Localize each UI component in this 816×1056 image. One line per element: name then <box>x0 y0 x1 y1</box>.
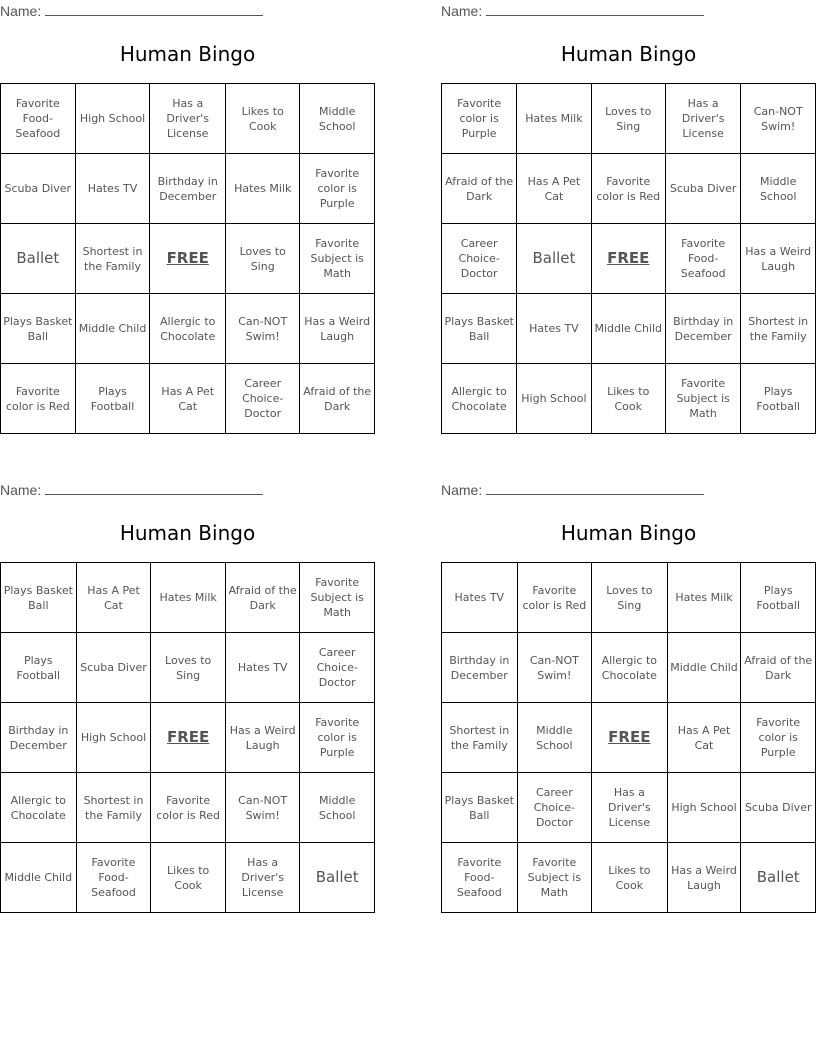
bingo-cell: Favorite color is Purple <box>741 703 816 773</box>
bingo-cell: Has A Pet Cat <box>667 703 741 773</box>
bingo-cell: Allergic to Chocolate <box>592 633 667 703</box>
free-space: FREE <box>592 703 667 773</box>
bingo-cell: Middle School <box>741 154 816 224</box>
bingo-cell: Has a Driver's License <box>150 84 226 154</box>
bingo-cell: Middle School <box>300 773 375 843</box>
card-title: Human Bingo <box>560 521 697 545</box>
bingo-row <box>1 773 375 843</box>
bingo-cell: Plays Football <box>741 563 816 633</box>
bingo-cell: Loves to Sing <box>592 563 667 633</box>
bingo-cell: Plays Basket Ball <box>442 294 517 364</box>
bingo-cell: Likes to Cook <box>226 84 300 154</box>
bingo-cell: Has a Weird Laugh <box>300 294 375 364</box>
card-title: Human Bingo <box>560 42 697 66</box>
bingo-row <box>442 364 816 434</box>
name-blank[interactable] <box>486 482 704 495</box>
bingo-cell: High School <box>667 773 741 843</box>
bingo-cell: Career Choice-Doctor <box>226 364 300 434</box>
bingo-cell: Likes to Cook <box>151 843 226 913</box>
bingo-cell: Birthday in December <box>442 633 518 703</box>
bingo-cell: Has a Weird Laugh <box>667 843 741 913</box>
name-field[interactable] <box>441 482 704 498</box>
bingo-cell: Favorite Food-Seafood <box>1 84 76 154</box>
name-label: Name: <box>0 3 42 19</box>
bingo-row <box>1 364 375 434</box>
bingo-cell: Birthday in December <box>665 294 741 364</box>
bingo-cell: Likes to Cook <box>591 364 665 434</box>
free-space: FREE <box>150 224 226 294</box>
bingo-cell: Ballet <box>300 843 375 913</box>
bingo-cell: Allergic to Chocolate <box>1 773 77 843</box>
bingo-cell: Favorite color is Purple <box>300 703 375 773</box>
bingo-cell: Favorite Subject is Math <box>665 364 741 434</box>
bingo-row <box>442 843 816 913</box>
bingo-cell: Birthday in December <box>1 703 77 773</box>
free-space: FREE <box>151 703 226 773</box>
bingo-cell: Afraid of the Dark <box>225 563 299 633</box>
bingo-cell: Favorite Food-Seafood <box>665 224 741 294</box>
bingo-row <box>1 633 375 703</box>
card-title: Human Bingo <box>119 521 256 545</box>
bingo-cell: Plays Basket Ball <box>1 294 76 364</box>
bingo-row <box>442 633 816 703</box>
bingo-row <box>442 773 816 843</box>
bingo-cell: Has a Driver's License <box>665 84 741 154</box>
bingo-grid <box>0 83 375 434</box>
bingo-cell: Birthday in December <box>150 154 226 224</box>
bingo-cell: Can-NOT Swim! <box>741 84 816 154</box>
name-blank[interactable] <box>486 3 704 16</box>
bingo-cell: High School <box>75 84 150 154</box>
bingo-cell: Ballet <box>1 224 76 294</box>
bingo-row <box>442 703 816 773</box>
bingo-cell: Afraid of the Dark <box>300 364 375 434</box>
bingo-row <box>1 563 375 633</box>
bingo-cell: Favorite color is Red <box>151 773 226 843</box>
bingo-cell: Can-NOT Swim! <box>517 633 592 703</box>
bingo-cell: Favorite Food-Seafood <box>76 843 151 913</box>
bingo-cell: Plays Basket Ball <box>1 563 77 633</box>
card-title: Human Bingo <box>119 42 256 66</box>
bingo-cell: Career Choice-Doctor <box>442 224 517 294</box>
bingo-cell: Scuba Diver <box>665 154 741 224</box>
bingo-cell: Has a Weird Laugh <box>225 703 299 773</box>
bingo-cell: Scuba Diver <box>1 154 76 224</box>
bingo-row <box>442 294 816 364</box>
bingo-cell: Can-NOT Swim! <box>225 773 299 843</box>
bingo-row <box>442 224 816 294</box>
name-field[interactable] <box>441 3 704 19</box>
bingo-cell: Hates Milk <box>667 563 741 633</box>
bingo-cell: Ballet <box>741 843 816 913</box>
bingo-cell: Hates Milk <box>517 84 591 154</box>
bingo-cell: Favorite Subject is Math <box>517 843 592 913</box>
bingo-row <box>442 154 816 224</box>
bingo-cell: Favorite Subject is Math <box>300 224 375 294</box>
free-space: FREE <box>591 224 665 294</box>
name-label: Name: <box>441 482 483 498</box>
bingo-cell: Plays Football <box>1 633 77 703</box>
bingo-grid <box>441 83 816 434</box>
bingo-row <box>1 703 375 773</box>
bingo-cell: Favorite color is Purple <box>442 84 517 154</box>
bingo-cell: Has a Driver's License <box>225 843 299 913</box>
name-label: Name: <box>441 3 483 19</box>
bingo-cell: Middle Child <box>1 843 77 913</box>
bingo-row <box>442 563 816 633</box>
bingo-cell: Shortest in the Family <box>741 294 816 364</box>
bingo-cell: Favorite Food-Seafood <box>442 843 518 913</box>
bingo-cell: Has A Pet Cat <box>76 563 151 633</box>
bingo-cell: Favorite color is Red <box>1 364 76 434</box>
bingo-cell: Career Choice-Doctor <box>300 633 375 703</box>
bingo-cell: Favorite Subject is Math <box>300 563 375 633</box>
bingo-cell: Favorite color is Purple <box>300 154 375 224</box>
bingo-cell: Allergic to Chocolate <box>442 364 517 434</box>
bingo-cell: Shortest in the Family <box>442 703 518 773</box>
bingo-row <box>1 294 375 364</box>
bingo-cell: Afraid of the Dark <box>442 154 517 224</box>
bingo-cell: Loves to Sing <box>591 84 665 154</box>
bingo-cell: Loves to Sing <box>151 633 226 703</box>
bingo-cell: Middle Child <box>591 294 665 364</box>
bingo-row <box>1 224 375 294</box>
bingo-cell: Hates TV <box>442 563 518 633</box>
bingo-cell: Hates Milk <box>226 154 300 224</box>
bingo-cell: Scuba Diver <box>741 773 816 843</box>
bingo-cell: Hates TV <box>225 633 299 703</box>
bingo-cell: Middle Child <box>75 294 150 364</box>
bingo-cell: Has a Weird Laugh <box>741 224 816 294</box>
bingo-cell: Middle School <box>300 84 375 154</box>
bingo-row <box>1 154 375 224</box>
bingo-cell: Middle Child <box>667 633 741 703</box>
bingo-cell: Loves to Sing <box>226 224 300 294</box>
bingo-cell: Hates TV <box>517 294 591 364</box>
bingo-cell: Shortest in the Family <box>76 773 151 843</box>
bingo-cell: Career Choice-Doctor <box>517 773 592 843</box>
name-blank[interactable] <box>45 3 263 16</box>
bingo-cell: Ballet <box>517 224 591 294</box>
bingo-cell: Has A Pet Cat <box>150 364 226 434</box>
bingo-row <box>442 84 816 154</box>
bingo-cell: Hates TV <box>75 154 150 224</box>
bingo-cell: Afraid of the Dark <box>741 633 816 703</box>
bingo-row <box>1 843 375 913</box>
name-blank[interactable] <box>45 482 263 495</box>
bingo-cell: High School <box>517 364 591 434</box>
bingo-cell: Likes to Cook <box>592 843 667 913</box>
bingo-cell: Can-NOT Swim! <box>226 294 300 364</box>
bingo-cell: Favorite color is Red <box>591 154 665 224</box>
bingo-cell: Middle School <box>517 703 592 773</box>
name-field[interactable] <box>0 482 263 498</box>
bingo-cell: Allergic to Chocolate <box>150 294 226 364</box>
bingo-cell: Shortest in the Family <box>75 224 150 294</box>
bingo-cell: Scuba Diver <box>76 633 151 703</box>
name-label: Name: <box>0 482 42 498</box>
bingo-row <box>1 84 375 154</box>
bingo-cell: High School <box>76 703 151 773</box>
bingo-cell: Plays Basket Ball <box>442 773 518 843</box>
bingo-cell: Hates Milk <box>151 563 226 633</box>
bingo-cell: Plays Football <box>741 364 816 434</box>
bingo-cell: Favorite color is Red <box>517 563 592 633</box>
name-field[interactable] <box>0 3 263 19</box>
bingo-cell: Has a Driver's License <box>592 773 667 843</box>
bingo-cell: Plays Football <box>75 364 150 434</box>
bingo-cell: Has A Pet Cat <box>517 154 591 224</box>
bingo-grid <box>0 562 375 913</box>
bingo-grid <box>441 562 816 913</box>
